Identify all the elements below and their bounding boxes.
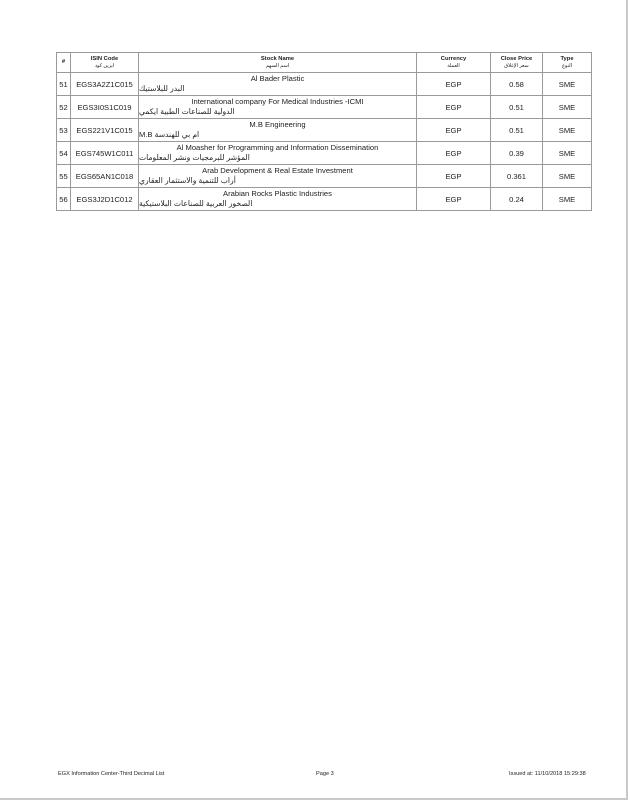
stock-type: SME <box>543 165 592 188</box>
table-row <box>57 165 592 188</box>
stock-name <box>139 119 417 142</box>
stock-name-ar: أراب للتنمية والاستثمار العقاري <box>139 176 236 185</box>
third-decimal-list-table <box>56 52 592 211</box>
col-header-stock-name <box>139 53 417 73</box>
currency: EGP <box>417 188 491 211</box>
close-price: 0.361 <box>491 165 543 188</box>
stock-name-en: Al Bader Plastic <box>250 74 305 83</box>
stock-name <box>139 165 417 188</box>
currency: EGP <box>417 165 491 188</box>
row-number: 52 <box>57 96 71 119</box>
currency: EGP <box>417 119 491 142</box>
close-price: 0.51 <box>491 119 543 142</box>
isin-code: EGS3J2D1C012 <box>71 188 139 211</box>
row-number: 56 <box>57 188 71 211</box>
row-number: 55 <box>57 165 71 188</box>
currency-header-label-ar: العملة <box>447 62 460 69</box>
row-number: 51 <box>57 73 71 96</box>
col-header-close-price <box>491 53 543 73</box>
table-row <box>57 142 592 165</box>
type-header-label: Type <box>560 55 574 62</box>
table-body <box>57 73 592 211</box>
stock-name <box>139 142 417 165</box>
isin-header-label: ISIN Code <box>90 55 119 62</box>
close-price-header-label: Close Price <box>500 55 533 62</box>
stock-name <box>139 73 417 96</box>
close-price-header-label-ar: سعر الإغلاق <box>504 62 529 69</box>
row-number: 53 <box>57 119 71 142</box>
stock-name-ar: الصخور العربية للصناعات البلاستيكية <box>139 199 253 208</box>
stock-type: SME <box>543 96 592 119</box>
footer-page-number: Page 3 <box>316 771 334 777</box>
isin-code: EGS3A2Z1C015 <box>71 73 139 96</box>
stock-name-header-label-ar: اسم السهم <box>265 62 290 69</box>
isin-code: EGS3I0S1C019 <box>71 96 139 119</box>
close-price: 0.51 <box>491 96 543 119</box>
close-price: 0.24 <box>491 188 543 211</box>
stock-name-en: Arab Development & Real Estate Investment <box>202 166 353 175</box>
isin-header-label-ar: ايزين كود <box>94 62 115 69</box>
currency: EGP <box>417 96 491 119</box>
row-number: 54 <box>57 142 71 165</box>
table-row <box>57 73 592 96</box>
currency: EGP <box>417 73 491 96</box>
stock-name-en: Al Moasher for Programming and Information Dissemination <box>176 143 379 152</box>
close-price: 0.39 <box>491 142 543 165</box>
col-header-number: # <box>57 53 71 73</box>
stock-type: SME <box>543 73 592 96</box>
stock-name-en: Arabian Rocks Plastic Industries <box>223 189 332 198</box>
isin-code: EGS745W1C011 <box>71 142 139 165</box>
currency-header-label: Currency <box>440 55 467 62</box>
stock-name-en: M.B Engineering <box>249 120 306 129</box>
stock-name <box>139 96 417 119</box>
stock-name-ar: المؤشر للبرمجيات ونشر المعلومات <box>139 153 250 162</box>
table-row <box>57 119 592 142</box>
stock-name-ar: البدر للبلاستيك <box>139 84 185 93</box>
stock-name-header-label: Stock Name <box>260 55 295 62</box>
col-header-isin <box>71 53 139 73</box>
col-header-currency <box>417 53 491 73</box>
isin-code: EGS221V1C015 <box>71 119 139 142</box>
stock-type: SME <box>543 142 592 165</box>
table-header <box>57 53 592 73</box>
footer-report-title: EGX Information Center-Third Decimal List <box>58 771 165 777</box>
isin-code: EGS65AN1C018 <box>71 165 139 188</box>
type-header-label-ar: النوع <box>562 62 572 69</box>
col-header-type <box>543 53 592 73</box>
table-row <box>57 188 592 211</box>
stock-name-en: International company For Medical Industries -ICMI <box>191 97 364 106</box>
stock-name-ar: ام بي للهندسة M.B <box>139 130 200 139</box>
table-row <box>57 96 592 119</box>
stock-type: SME <box>543 188 592 211</box>
stock-name-ar: الدولية للصناعات الطبية ايكمي <box>139 107 235 116</box>
stock-name <box>139 188 417 211</box>
stock-type: SME <box>543 119 592 142</box>
footer-issued-timestamp: Issued at: 11/10/2018 15:29:38 <box>509 771 586 777</box>
close-price: 0.58 <box>491 73 543 96</box>
currency: EGP <box>417 142 491 165</box>
